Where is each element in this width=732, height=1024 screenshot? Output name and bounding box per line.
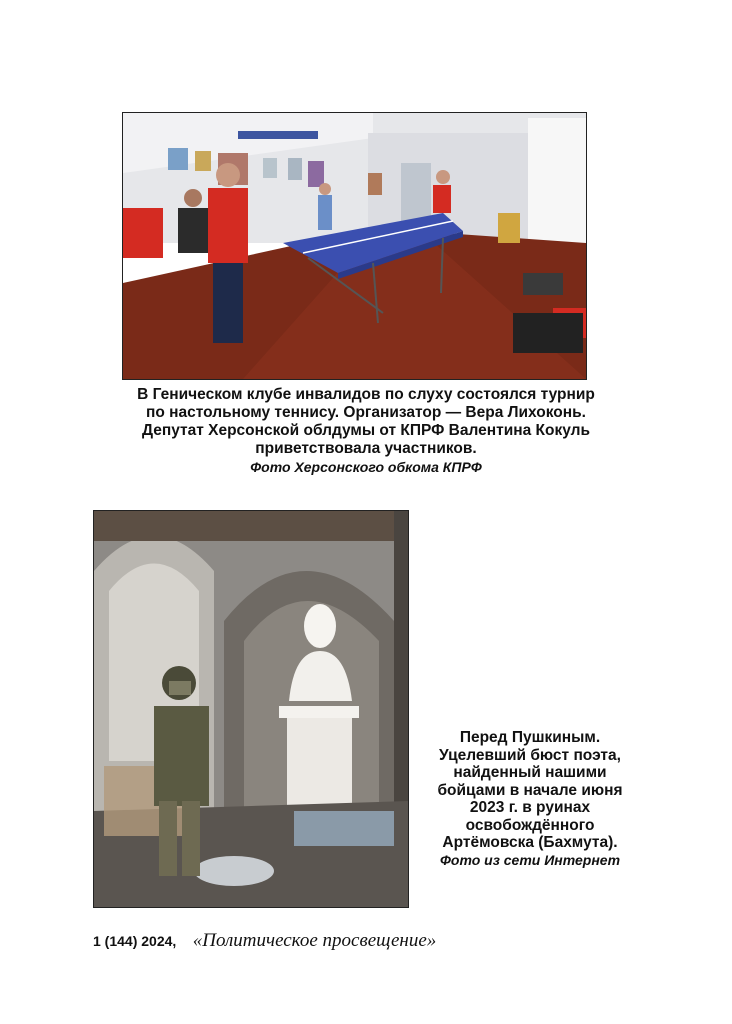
photo-pushkin-bust xyxy=(93,510,409,908)
caption-line: 2023 г. в руинах xyxy=(469,799,591,816)
issue-number: 1 (144) 2024, xyxy=(93,933,177,949)
caption-line: по настольному теннису. Организатор — Вера Лихоконь. xyxy=(146,404,586,421)
caption-line: найденный нашими xyxy=(453,764,607,781)
caption-line: Депутат Херсонской облдумы от КПРФ Валентина Кокуль xyxy=(141,422,591,439)
caption-line: приветствовала участников. xyxy=(255,440,477,457)
caption-pushkin xyxy=(412,729,648,869)
magazine-title: «Политическое просвещение» xyxy=(192,930,437,951)
caption-table-tennis xyxy=(92,386,640,476)
caption-line: освобождённого xyxy=(465,816,595,834)
caption-line: Уцелевший бюст поэта, xyxy=(439,746,621,764)
caption-line: Артёмовска (Бахмута). xyxy=(442,834,618,851)
caption-line: Перед Пушкиным. xyxy=(459,729,601,746)
caption-line: бойцами в начале июня xyxy=(437,781,623,799)
photo-credit: Фото Херсонского обкома КПРФ xyxy=(250,459,482,475)
page-footer xyxy=(93,930,436,954)
photo-credit: Фото из сети Интернет xyxy=(439,851,621,868)
caption-line: В Геническом клубе инвалидов по слуху состоялся турнир xyxy=(137,386,595,403)
photo-table-tennis xyxy=(122,112,587,380)
